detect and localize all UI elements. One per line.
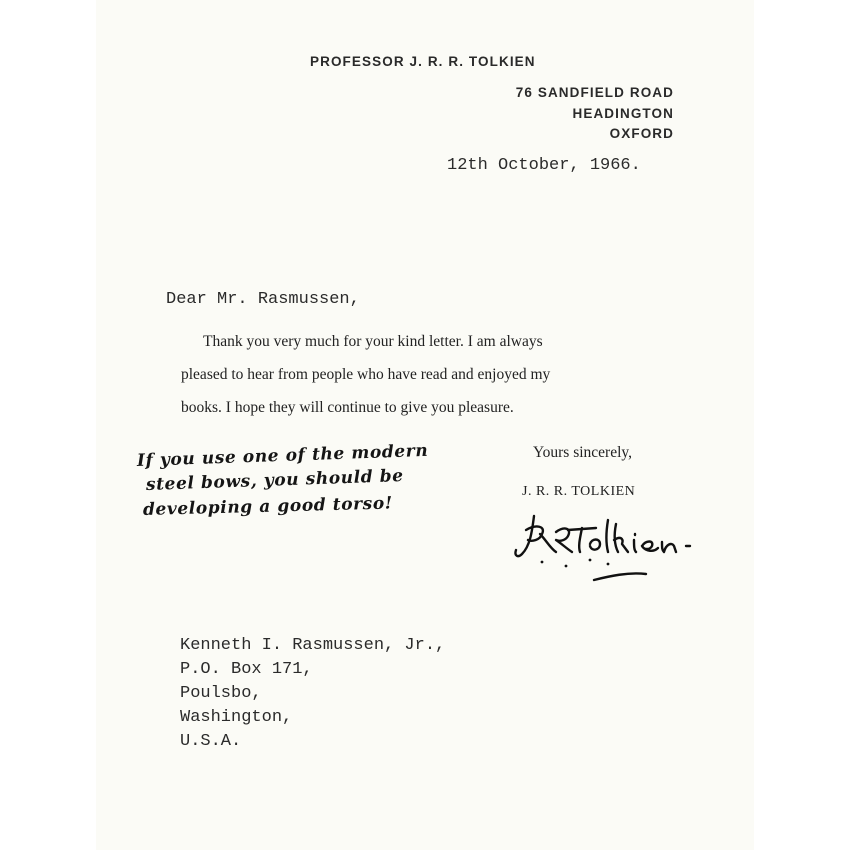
body-line: books. I hope they will continue to give you pleasure. <box>181 399 514 416</box>
letterhead-name: PROFESSOR J. R. R. TOLKIEN <box>310 54 536 69</box>
handwritten-note-line: steel bows, you should be <box>145 466 404 495</box>
recipient-country: U.S.A. <box>180 732 242 751</box>
body-line: Thank you very much for your kind letter. I am always <box>203 333 543 350</box>
recipient-state: Washington, <box>180 708 293 727</box>
letterhead-city: OXFORD <box>609 126 674 141</box>
letter-date: 12th October, 1966. <box>447 156 641 175</box>
salutation: Dear Mr. Rasmussen, <box>166 290 360 309</box>
handwritten-note-line: developing a good torso! <box>142 493 394 520</box>
body-line: pleased to hear from people who have read and enjoyed my <box>181 366 551 383</box>
closing: Yours sincerely, <box>533 444 633 461</box>
letterhead-street: 76 SANDFIELD ROAD <box>515 85 674 100</box>
typed-name: J. R. R. TOLKIEN <box>522 484 636 499</box>
signature <box>510 510 720 590</box>
handwritten-note-line: If you use one of the modern <box>136 440 429 471</box>
letterhead-district: HEADINGTON <box>572 106 674 121</box>
recipient-city: Poulsbo, <box>180 684 262 703</box>
recipient-po-box: P.O. Box 171, <box>180 660 313 679</box>
recipient-name: Kenneth I. Rasmussen, Jr., <box>180 636 446 655</box>
